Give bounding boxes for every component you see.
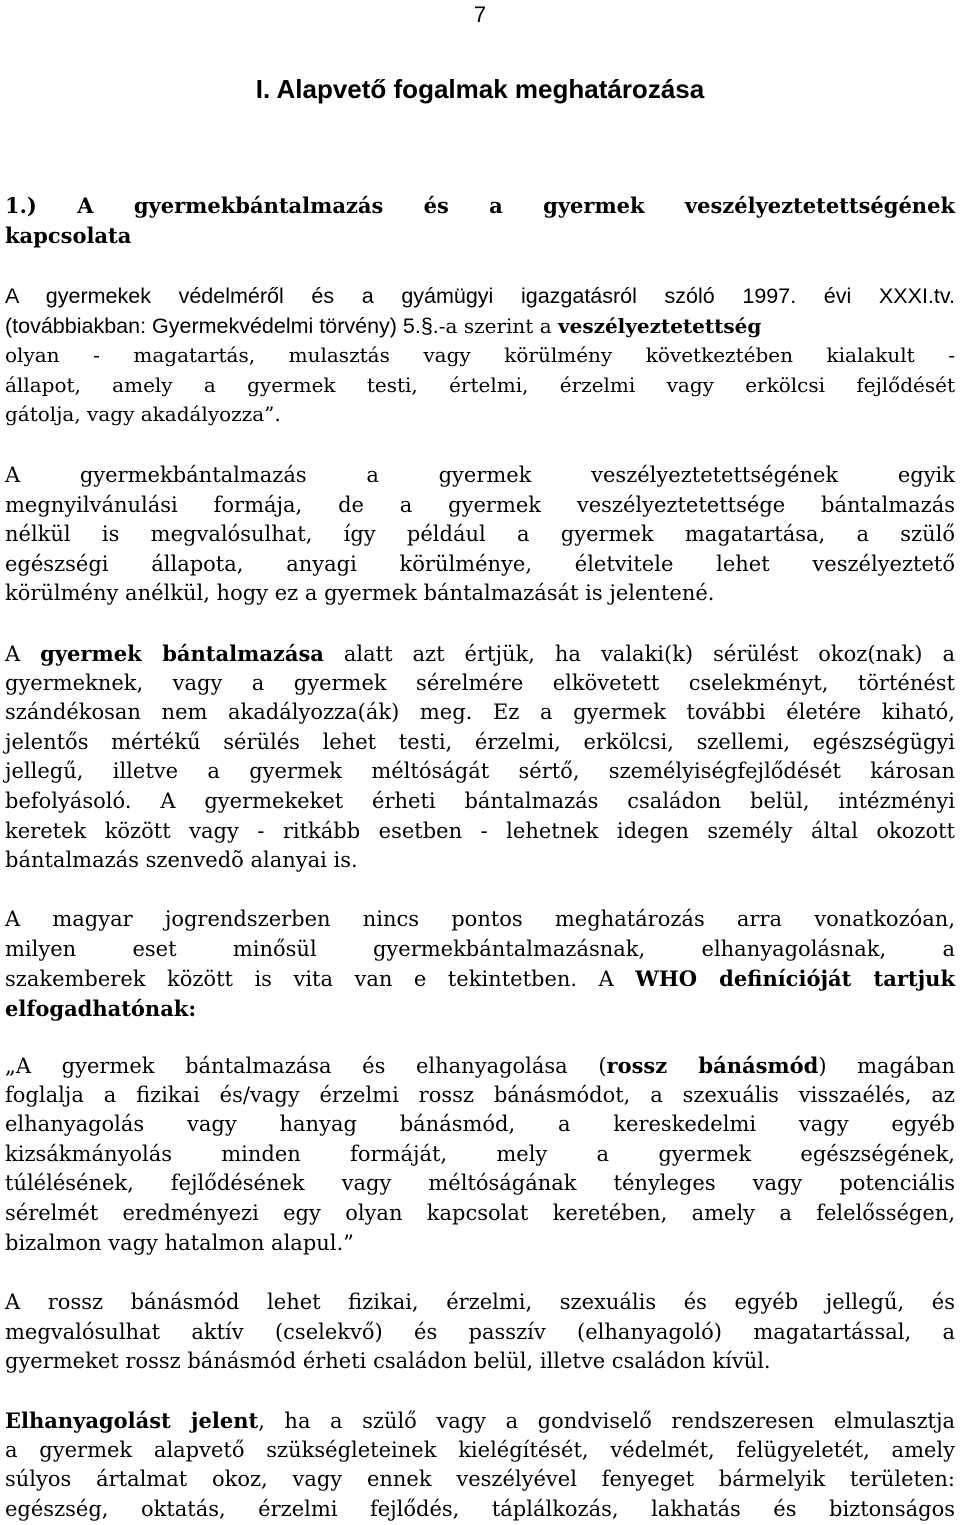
text-line: súlyos ártalmat okoz, vagy ennek veszélyével fenyeget bármelyik területen: [5,1467,955,1492]
section-heading-line: 1.) A gyermekbántalmazás és a gyermek veszélyeztetettségének [5,193,955,218]
text-line: gyermeket rossz bánásmód érheti családon belül, illetve családon kívül. [5,1349,771,1374]
text-line: Elhanyagolást jelent, ha a szülő vagy a gondviselő rendszeresen elmulasztja [5,1408,955,1433]
text-line: foglalja a fizikai és/vagy érzelmi rossz bánásmódot, a szexuális visszaélés, az [5,1082,955,1107]
text-line: jellegű, illetve a gyermek méltóságát sértő, személyiségfejlődését károsan [5,759,955,784]
text-line: A magyar jogrendszerben nincs pontos meghatározás arra vonatkozóan, [5,907,955,931]
emphasis: gyermek bántalmazása [40,641,324,666]
text-line: bántalmazás szenvedõ alanyai is. [5,848,358,873]
page-number: 7 [473,2,487,27]
text-line: nélkül is megvalósulhat, így például a gyermek magatartása, a szülő [5,522,955,547]
text-line: A gyermek bántalmazása alatt azt értjük, ha valaki(k) sérülést okoz(nak) a [5,641,956,666]
text-line: bizalmon vagy hatalmon alapul.” [5,1230,354,1255]
text-line: gyermeknek, vagy a gyermek sérelmére elkövetett cselekményt, történést [5,670,955,695]
text-line: (továbbiakban: Gyermekvédelmi törvény) 5.§.-a szerint a veszélyeztetettség [5,313,762,338]
text-line: gátolja, vagy akadályozza”. [5,402,281,427]
paragraph-who-quote [5,1051,955,1258]
section-heading-line: kapcsolata [5,222,132,248]
paragraph-maltreatment [5,1288,955,1377]
text-line: megvalósulhat aktív (cselekvő) és passzív (elhanyagoló) magatartással, a [5,1319,955,1344]
paragraph-law-definition [5,282,955,430]
chapter-title: I. Alapvető fogalmak meghatározása [255,74,705,104]
text-line: sérelmét eredményezi egy olyan kapcsolat keretében, amely a felelősségen, [5,1200,955,1225]
text-line: egészség, oktatás, érzelmi fejlődés, táplálkozás, lakhatás és biztonságos [5,1496,955,1521]
section-heading [5,191,955,250]
text-line: elhanyagolás vagy hanyag bánásmód, a kereskedelmi vagy egyéb [5,1112,955,1137]
text-line: A gyermekek védelméről és a gyámügyi igazgatásról szóló 1997. évi XXXI.tv. [5,284,955,308]
text-line: „A gyermek bántalmazása és elhanyagolása (rossz bánásmód) magában [5,1053,955,1078]
text-line: túlélésének, fejlődésének vagy méltóságának tényleges vagy potenciális [5,1171,955,1196]
emphasis: veszélyeztetettség [557,313,762,338]
paragraph-neglect [5,1406,955,1524]
text-line: olyan - magatartás, mulasztás vagy körülmény következtében kialakult - [5,343,955,368]
text-line: megnyilvánulási formája, de a gyermek veszélyeztetettsége bántalmazás [5,492,955,517]
paragraph-relationship [5,461,955,609]
text-line: keretek között vagy - ritkább esetben - lehetnek idegen személy által okozott [5,818,955,843]
text-line: a gyermek alapvető szükségleteinek kielégítését, védelmét, felügyeletét, amely [5,1437,955,1462]
text-line: milyen eset minősül gyermekbántalmazásnak, elhanyagolásnak, a [5,936,955,961]
text-line: jelentős mértékű sérülés lehet testi, érzelmi, erkölcsi, szellemi, egészségügyi [5,729,955,754]
emphasis: WHO definícióját tartjuk [635,966,955,992]
emphasis: rossz bánásmód [606,1053,819,1078]
text-line: A gyermekbántalmazás a gyermek veszélyeztetettségének egyik [5,463,955,487]
text-line: állapot, amely a gyermek testi, értelmi, érzelmi vagy erkölcsi fejlődését [5,372,955,397]
text-line: befolyásoló. A gyermekeket érheti bántalmazás családon belül, intézményi [5,788,955,813]
text-line: elfogadhatónak: [5,995,197,1021]
text-line: szakemberek között is vita van e tekintetben. A WHO definícióját tartjuk [5,966,955,992]
text-line: szándékosan nem akadályozza(ák) meg. Ez a gyermek további életére kiható, [5,700,955,725]
paragraph-who [5,905,955,1023]
text-line: egészségi állapota, anyagi körülménye, életvitele lehet veszélyeztető [5,551,955,576]
text-line: kizsákmányolás minden formáját, mely a gyermek egészségének, [5,1141,955,1166]
text-line: A rossz bánásmód lehet fizikai, érzelmi, szexuális és egyéb jellegű, és [5,1290,955,1314]
paragraph-abuse-definition [5,639,955,876]
text-line: körülmény anélkül, hogy ez a gyermek bántalmazását is jelentené. [5,581,715,606]
emphasis: Elhanyagolást jelent [5,1408,259,1433]
